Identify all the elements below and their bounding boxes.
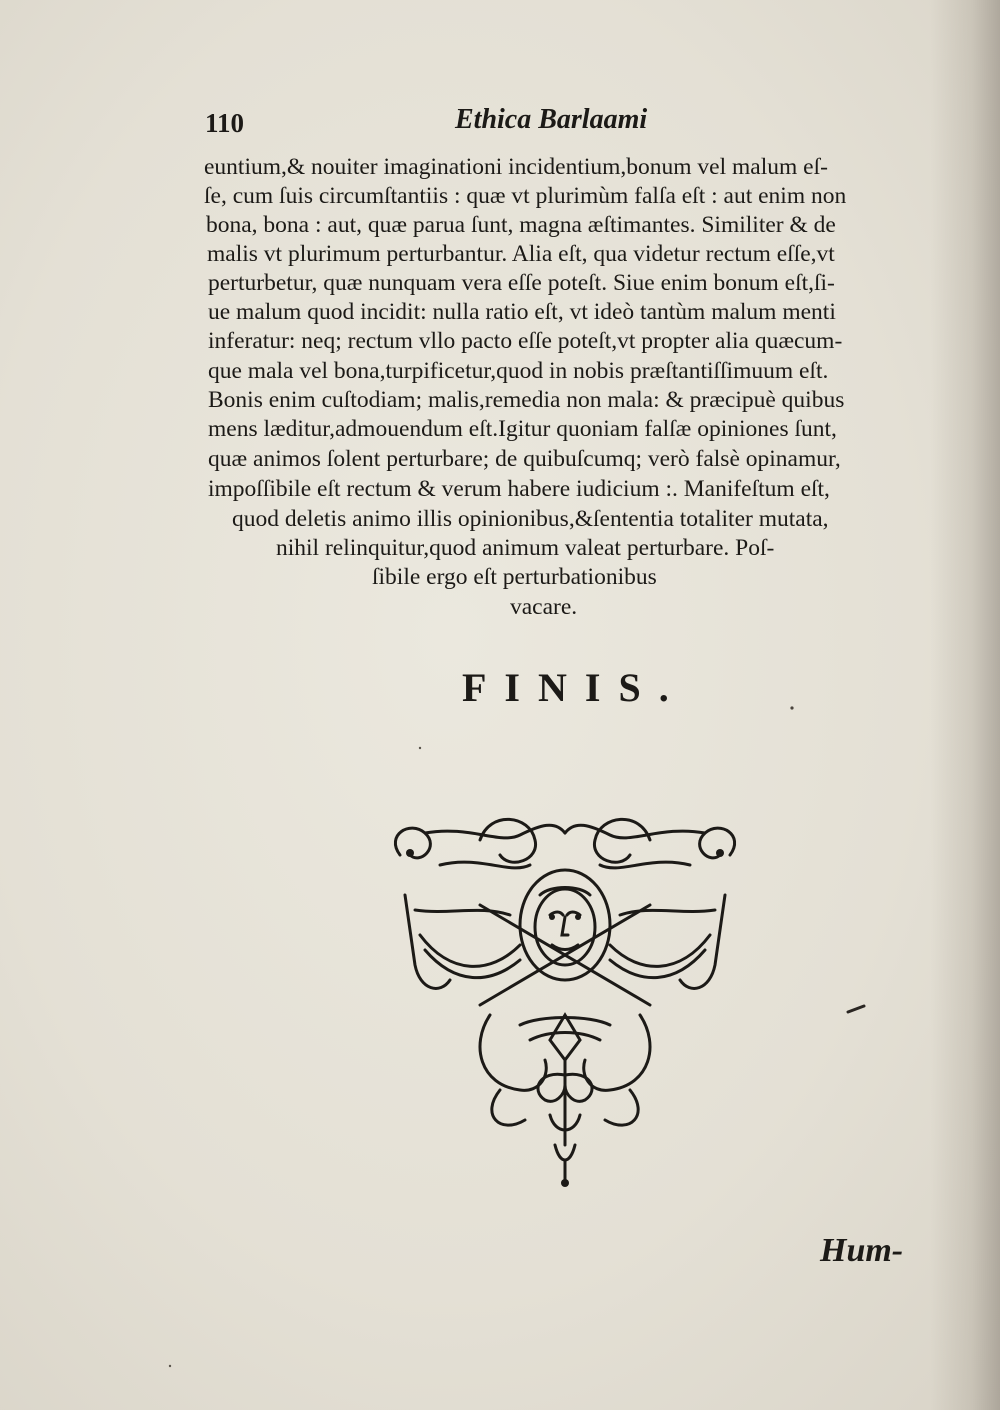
- text-line: Bonis enim cuſtodiam; malis,remedia non mala: & præcipuè quibus: [208, 387, 845, 413]
- text-line: ſibile ergo eſt perturbationibus: [372, 564, 657, 590]
- text-line: quod deletis animo illis opinionibus,&ſententia totaliter mutata,: [232, 506, 829, 532]
- text-line: inferatur: neq; rectum vllo pacto eſſe poteſt,vt propter alia quæcum-: [208, 328, 843, 354]
- text-line: mens læditur,admouendum eſt.Igitur quoniam falſæ opiniones ſunt,: [208, 416, 837, 442]
- finis-heading: FINIS.: [462, 665, 687, 710]
- text-line: quæ animos ſolent perturbare; de quibuſcumq; verò falsè opinamur,: [208, 446, 841, 472]
- text-line: impoſſibile eſt rectum & verum habere iudicium :. Manifeſtum eſt,: [208, 476, 830, 502]
- page-number: 110: [205, 108, 245, 138]
- text-line: nihil relinquitur,quod animum valeat perturbare. Poſ-: [276, 535, 775, 561]
- text-line: perturbetur, quæ nunquam vera eſſe poteſt. Siue enim bonum eſt,ſi-: [208, 270, 835, 296]
- text-line: ue malum quod incidit: nulla ratio eſt, vt ideò tantùm malum menti: [208, 299, 836, 325]
- text-line: malis vt plurimum perturbantur. Alia eſt, qua videtur rectum eſſe,vt: [207, 241, 835, 267]
- text-line: euntium,& nouiter imaginationi incidentium,bonum vel malum eſ-: [204, 154, 828, 180]
- text-line: bona, bona : aut, quæ parua ſunt, magna æſtimantes. Similiter & de: [206, 212, 836, 238]
- text-line: ſe, cum ſuis circumſtantiis : quæ vt plurimùm falſa eſt : aut enim non: [204, 183, 847, 209]
- text-line: vacare.: [510, 594, 578, 620]
- running-title: Ethica Barlaami: [455, 104, 648, 135]
- text-line: que mala vel bona,turpificetur,quod in nobis præſtantiſſimuum eſt.: [208, 358, 829, 384]
- catchword: Hum-: [820, 1232, 904, 1269]
